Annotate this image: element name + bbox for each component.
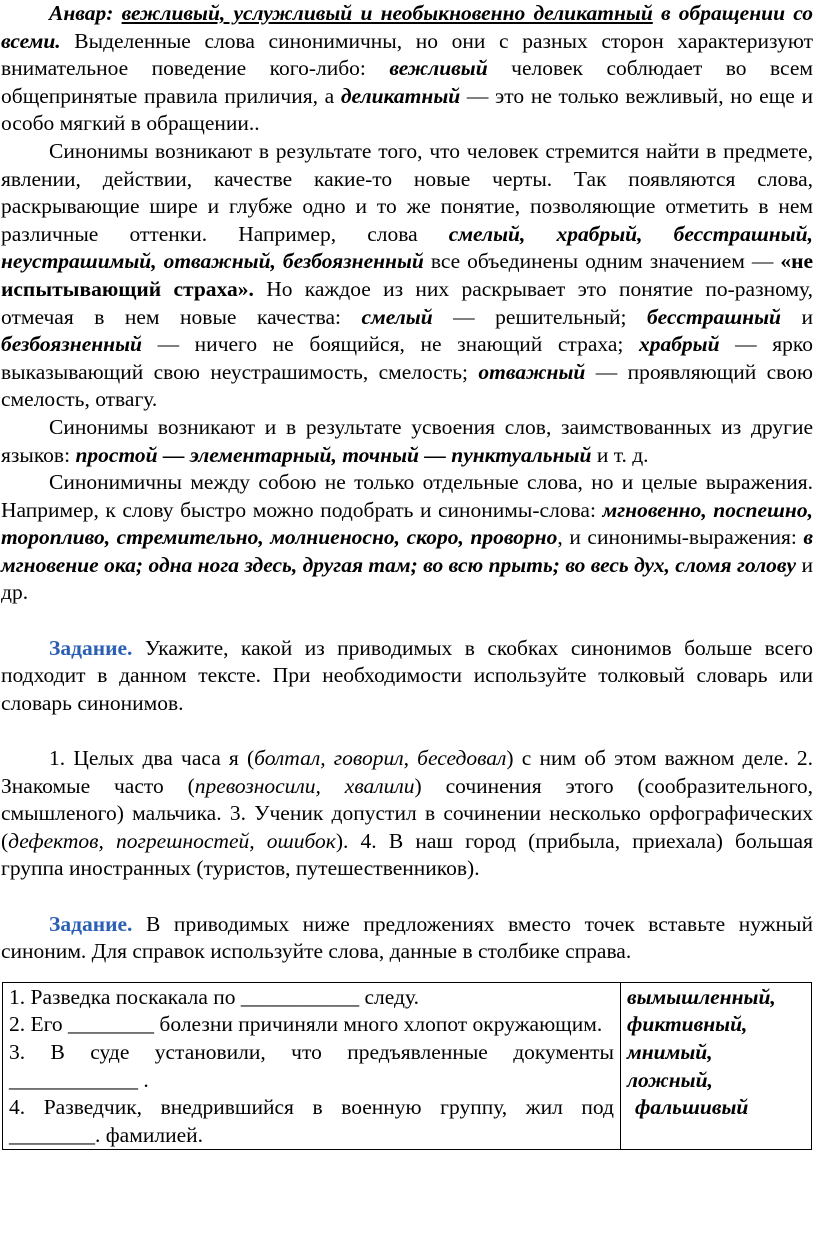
sentence-2: 2. Его ________ болезни причиняли много хлопот окружающим. (9, 1012, 603, 1037)
spacer (1, 883, 813, 911)
term-vezhlivy: вежливый (389, 56, 488, 81)
reference-word: фальшивый (635, 1095, 749, 1120)
options-2: превозносили, хвалили (194, 773, 415, 798)
exercise-1: 1. Целых два часа я (болтал, говорил, беседовал) с ним об этом важном деле. 2. Знакомые часто (превозносили, хвалили) сочинения этого (сообразительного, смышленого) мальчика. 3. Ученик допустил в сочинении несколько орфографических (дефектов, погрешностей, ошибок). 4. В наш город (прибыла, приехала) большая группа иностранных (туристов, путешественников). (1, 746, 814, 881)
reference-word: вымышленный, (627, 984, 776, 1009)
task-2: Задание. В приводимых ниже предложениях вместо точек вставьте нужный синоним. Для справок используйте слова, данные в столбике справа. (1, 911, 813, 964)
term-list-expressions: в мгновение ока; одна нога здесь, другая там; во всю прыть; во весь дух, сломя голову (1, 525, 813, 577)
example-lead-tail: в обращении со всеми. (1, 1, 814, 53)
term-khrabry: храбрый (638, 332, 720, 357)
reference-word: ложный, (627, 1067, 713, 1092)
table-row (3, 982, 812, 1150)
reference-word: фиктивный, (627, 1012, 748, 1037)
paragraph-synonym-expressions: Синонимичны между собою не только отдельные слова, но и целые выражения. Например, к слову быстро можно подобрать и синонимы-слова: мгновенно, поспешно, торопливо, стремительно, молниеносно, скоро, проворно, и синонимы-выражения: в мгновение ока; одна нога здесь, другая там; во всю прыть; во весь дух, сломя голову и др. (1, 470, 813, 605)
sentences-cell (3, 982, 621, 1150)
paragraph-example-anvar: Анвар: вежливый, услужливый и необыкновенно деликатный в обращении со всеми. Выделенные слова синонимичны, но они с разных сторон характеризуют внимательное поведение кого-либо: вежливый человек соблюдает во всем общепринятые правила приличия, а деликатный — это не только вежливый, но еще и особо мягкий в обращении.. (1, 1, 814, 136)
task-1: Задание. Укажите, какой из приводимых в скобках синонимов больше всего подходит в данном тексте. При необходимости используйте толковый словарь или словарь синонимов. (1, 635, 813, 715)
task-label: Задание. (49, 635, 133, 660)
spacer (1, 607, 813, 635)
exercise-table (2, 982, 812, 1151)
sentence-4: 4. Разведчик, внедрившийся в военную группу, жил под ________. фамилией. (9, 1095, 614, 1147)
common-meaning: «не испытывающий страха». (1, 249, 813, 301)
sentence-1: 1. Разведка поскакала по ___________ следу. (9, 984, 419, 1009)
example-lead: Анвар: (49, 1, 114, 25)
reference-words-cell (621, 982, 812, 1150)
task-label: Задание. (49, 911, 133, 936)
term-smely: смелый (361, 304, 433, 329)
paragraph-synonym-origin: Синонимы возникают в результате того, что человек стремится найти в предмете, явлении, действии, качестве какие-то новые черты. Так появляются слова, раскрывающие шире и глубже одно и то же понятие, позволяющие отметить в нем различные оттенки. Например, слова смелый, храбрый, бесстрашный, неустрашимый, отважный, безбоязненный все объединены одним значением — «не испытывающий страха». Но каждое из них раскрывает это понятие по-разному, отмечая в нем новые качества: смелый — решительный; бесстрашный и безбоязненный — ничего не боящийся, не знающий страха; храбрый — ярко выказывающий свою неустрашимость, смелость; отважный — проявляющий свою смелость, отвагу. (1, 138, 813, 412)
term-bezboyaznenny: безбоязненный (1, 332, 142, 357)
term-besstrashny: бесстрашный (646, 304, 781, 329)
paragraph-borrowed-words: Синонимы возникают и в результате усвоения слов, заимствованных из другие языков: простой — элементарный, точный — пунктуальный и т. д. (1, 414, 813, 467)
term-list-borrowed: простой — элементарный, точный — пунктуальный (75, 442, 592, 467)
options-3: дефектов, погрешностей, ошибок (8, 828, 336, 853)
spacer (1, 717, 813, 745)
term-list-brave: смелый, храбрый, бесстрашный, неустрашимый, отважный, безбоязненный (1, 221, 813, 274)
sentence-3: 3. В суде установили, что предъявленные документы ____________ . (9, 1039, 614, 1092)
term-delikatny: деликатный (340, 83, 461, 108)
example-words: вежливый, услужливый и необыкновенно деликатный (121, 1, 653, 25)
reference-word: мнимый, (627, 1039, 713, 1064)
term-list-fast: мгновенно, поспешно, торопливо, стремительно, молниеносно, скоро, проворно (1, 497, 813, 550)
options-1: болтал, говорил, беседовал (254, 746, 507, 771)
term-otvazhny: отважный (478, 359, 586, 384)
